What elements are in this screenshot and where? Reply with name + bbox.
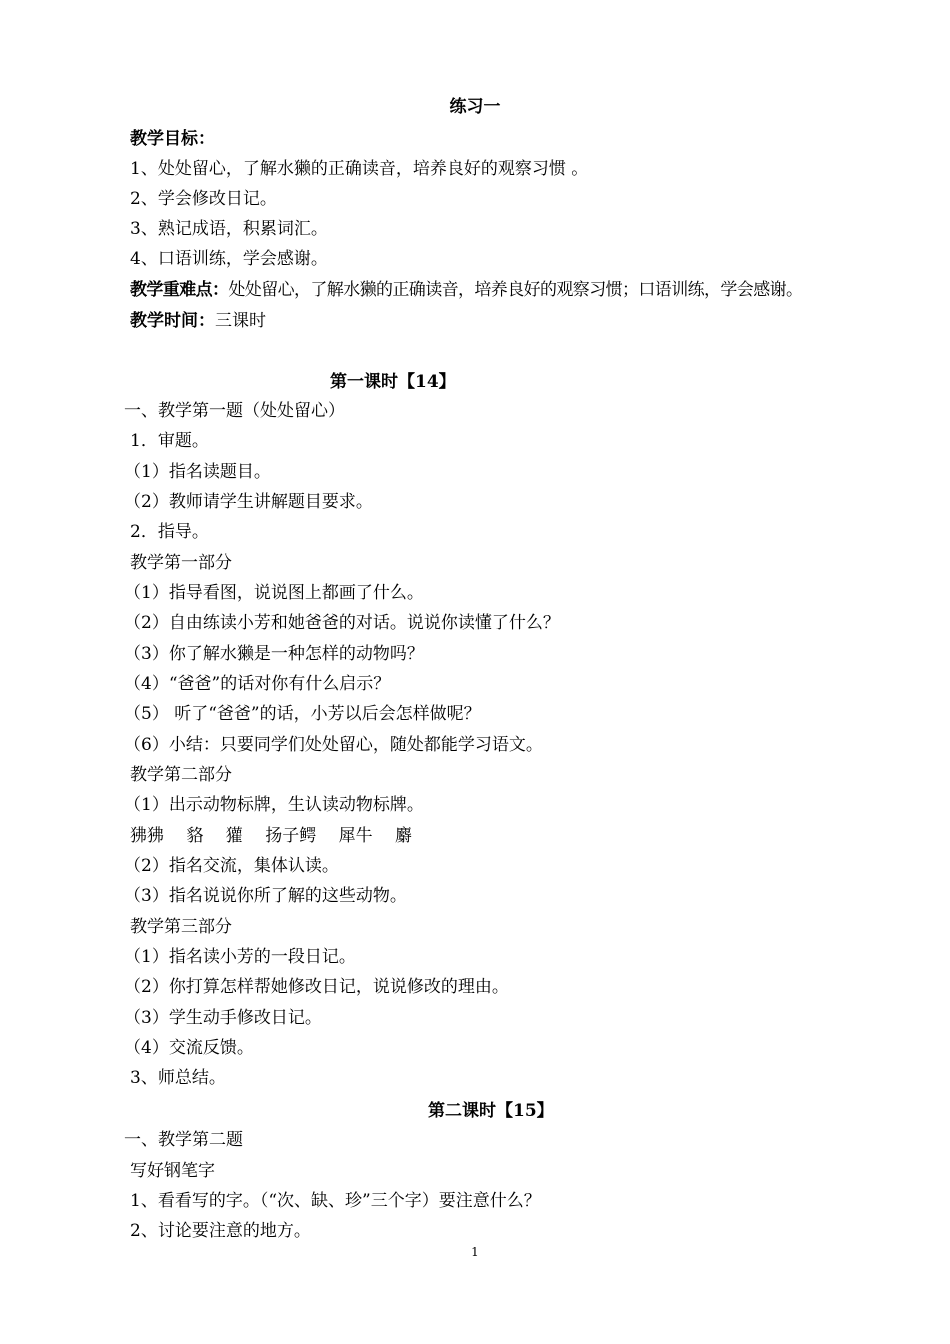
- key-points-text: 处处留心，了解水獭的正确读音，培养良好的观察习惯；口语训练，学会感谢。: [228, 280, 803, 300]
- teaching-time-text: 三课时: [215, 311, 266, 331]
- lesson1-line: 教学第二部分: [130, 765, 232, 785]
- objective-item: 4、口语训练，学会感谢。: [130, 249, 328, 269]
- lesson1-line: （1）指导看图，说说图上都画了什么。: [124, 583, 424, 603]
- objective-item: 3、熟记成语，积累词汇。: [130, 219, 328, 239]
- lesson1-line: （3）指名说说你所了解的这些动物。: [124, 886, 407, 906]
- lesson1-line: （4）交流反馈。: [124, 1038, 254, 1058]
- lesson1-line: 1．审题。: [130, 431, 209, 451]
- lesson1-line: （3）你了解水獭是一种怎样的动物吗？: [124, 644, 424, 664]
- lesson1-line: （2）自由练读小芳和她爸爸的对话。说说你读懂了什么？: [124, 613, 560, 633]
- teaching-time-label: 教学时间：: [130, 311, 215, 331]
- lesson2-line: 一、教学第二题: [124, 1130, 243, 1150]
- key-points-label: 教学重难点：: [130, 280, 229, 300]
- page-number: 1: [471, 1245, 479, 1259]
- lesson1-line: （5） 听了“爸爸”的话，小芳以后会怎样做呢？: [124, 704, 481, 724]
- lesson2-heading: 第二课时【15】: [428, 1101, 554, 1121]
- objectives-heading: 教学目标：: [130, 129, 215, 149]
- key-points: [130, 275, 890, 305]
- lesson1-line: （2）你打算怎样帮她修改日记，说说修改的理由。: [124, 977, 509, 997]
- objective-item: 2、学会修改日记。: [130, 189, 277, 209]
- lesson1-line: （1）出示动物标牌，生认读动物标牌。: [124, 795, 424, 815]
- objective-item: 1、处处留心，了解水獭的正确读音，培养良好的观察习惯 。: [130, 159, 589, 179]
- lesson1-line: 2．指导。: [130, 522, 209, 542]
- lesson1-line: 3、师总结。: [130, 1068, 226, 1088]
- teaching-time: [130, 306, 890, 336]
- lesson1-line: （1）指名读题目。: [124, 462, 271, 482]
- lesson1-line: （3）学生动手修改日记。: [124, 1008, 322, 1028]
- lesson1-line: 一、教学第一题（处处留心）: [124, 401, 345, 421]
- lesson1-line: （1）指名读小芳的一段日记。: [124, 947, 356, 967]
- lesson1-line: （6）小结：只要同学们处处留心，随处都能学习语文。: [124, 735, 543, 755]
- lesson1-line: 教学第三部分: [130, 917, 232, 937]
- lesson1-line: （4）“爸爸”的话对你有什么启示？: [124, 674, 391, 694]
- lesson2-line: 1、看看写的字。（“次、缺、珍”三个字）要注意什么？: [130, 1191, 541, 1211]
- lesson1-line: 教学第一部分: [130, 553, 232, 573]
- animal-names: 狒狒 貉 獾 扬子鳄 犀牛 麝: [130, 826, 413, 846]
- page-title: 练习一: [449, 97, 501, 117]
- lesson2-line: 写好钢笔字: [130, 1161, 215, 1181]
- lesson2-line: 2、讨论要注意的地方。: [130, 1221, 311, 1241]
- lesson1-line: （2）教师请学生讲解题目要求。: [124, 492, 373, 512]
- lesson1-heading: 第一课时【14】: [330, 372, 456, 392]
- lesson1-line: （2）指名交流，集体认读。: [124, 856, 339, 876]
